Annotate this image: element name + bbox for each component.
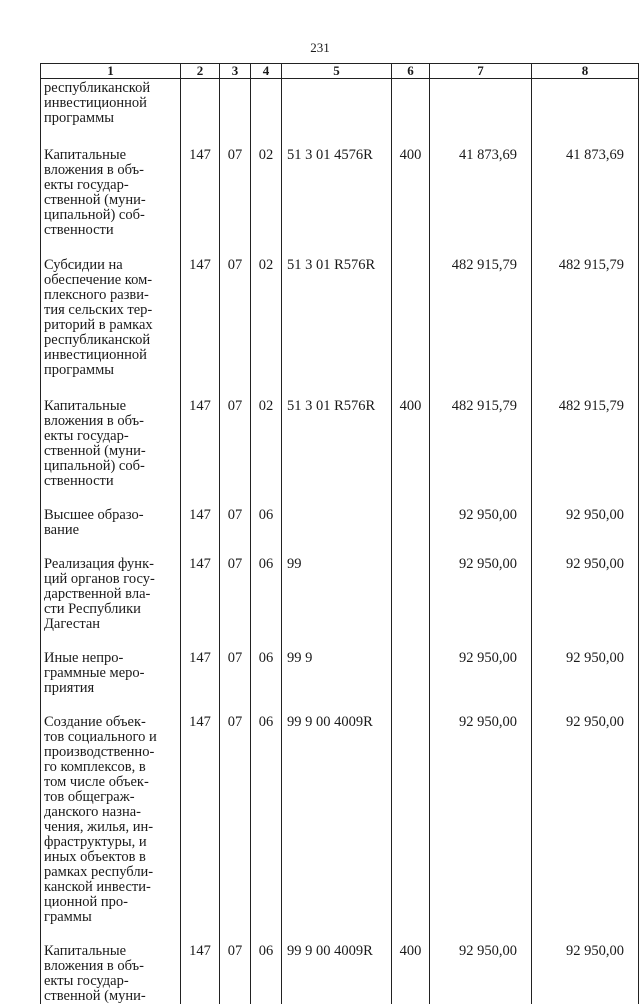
- table-row: [41, 399, 639, 508]
- row-name: [41, 148, 181, 258]
- section-code: 07: [220, 148, 251, 258]
- section-code: 07: [220, 557, 251, 651]
- target-article-code: 99 9: [282, 651, 392, 715]
- row-name-line: канской инвести-: [44, 880, 176, 895]
- row-name-line: го комплексов, в: [44, 760, 176, 775]
- amount-year-2: 92 950,00: [532, 557, 639, 651]
- row-name-line: производственно-: [44, 745, 176, 760]
- expense-type-code: [392, 258, 430, 399]
- ministry-code: 147: [181, 651, 220, 715]
- row-name-line: сти Республики: [44, 602, 176, 617]
- row-name-line: ципальной) соб-: [44, 208, 176, 223]
- row-name-line: программы: [44, 363, 176, 378]
- ministry-code: 147: [181, 508, 220, 557]
- header-cell: 2: [181, 64, 220, 79]
- amount-year-1: 92 950,00: [430, 557, 532, 651]
- amount-year-2: 92 950,00: [532, 715, 639, 944]
- header-cell: 7: [430, 64, 532, 79]
- ministry-code: [181, 79, 220, 149]
- section-code: [220, 79, 251, 149]
- row-name-line: Иные непро-: [44, 651, 176, 666]
- row-name: [41, 651, 181, 715]
- subsection-code: 06: [251, 557, 282, 651]
- table-row: [41, 557, 639, 651]
- table-row: [41, 148, 639, 258]
- expense-type-code: [392, 651, 430, 715]
- amount-year-2: 92 950,00: [532, 651, 639, 715]
- target-article-code: 51 3 01 R576R: [282, 399, 392, 508]
- row-name-line: Капитальные: [44, 944, 176, 959]
- target-article-code: [282, 79, 392, 149]
- section-code: 07: [220, 508, 251, 557]
- section-code: 07: [220, 944, 251, 1004]
- section-code: 07: [220, 399, 251, 508]
- row-name-line: фраструктуры, и: [44, 835, 176, 850]
- row-name-line: екты государ-: [44, 178, 176, 193]
- header-cell: 4: [251, 64, 282, 79]
- ministry-code: 147: [181, 399, 220, 508]
- row-name-line: республиканской: [44, 81, 176, 96]
- row-name-line: Субсидии на: [44, 258, 176, 273]
- subsection-code: [251, 79, 282, 149]
- table-row: [41, 715, 639, 944]
- row-name-line: граммы: [44, 910, 176, 925]
- target-article-code: 99 9 00 4009R: [282, 715, 392, 944]
- amount-year-1: 92 950,00: [430, 651, 532, 715]
- amount-year-2: 482 915,79: [532, 258, 639, 399]
- amount-year-1: 482 915,79: [430, 258, 532, 399]
- page-number: 231: [0, 40, 640, 56]
- section-code: 07: [220, 258, 251, 399]
- budget-table: [40, 63, 639, 1004]
- row-name-line: вложения в объ-: [44, 959, 176, 974]
- row-name-line: том числе объек-: [44, 775, 176, 790]
- row-name: [41, 557, 181, 651]
- expense-type-code: 400: [392, 148, 430, 258]
- row-name-line: Высшее образо-: [44, 508, 176, 523]
- row-name-line: екты государ-: [44, 974, 176, 989]
- row-name-line: инвестиционной: [44, 96, 176, 111]
- row-name-line: иных объектов в: [44, 850, 176, 865]
- ministry-code: 147: [181, 557, 220, 651]
- subsection-code: 02: [251, 258, 282, 399]
- row-name-line: граммные меро-: [44, 666, 176, 681]
- row-name-line: рамках республи-: [44, 865, 176, 880]
- expense-type-code: 400: [392, 944, 430, 1004]
- row-name-line: Дагестан: [44, 617, 176, 632]
- row-name-line: обеспечение ком-: [44, 273, 176, 288]
- row-name: [41, 399, 181, 508]
- amount-year-2: 482 915,79: [532, 399, 639, 508]
- row-name-line: данского назна-: [44, 805, 176, 820]
- row-name-line: приятия: [44, 681, 176, 696]
- subsection-code: 06: [251, 944, 282, 1004]
- row-name-line: Реализация функ-: [44, 557, 176, 572]
- amount-year-1: 92 950,00: [430, 944, 532, 1004]
- row-name-line: инвестиционной: [44, 348, 176, 363]
- table-row: [41, 258, 639, 399]
- subsection-code: 06: [251, 508, 282, 557]
- table-row: [41, 651, 639, 715]
- row-name-line: программы: [44, 111, 176, 126]
- table-row: [41, 508, 639, 557]
- expense-type-code: [392, 508, 430, 557]
- row-name-line: Капитальные: [44, 399, 176, 414]
- header-cell: 5: [282, 64, 392, 79]
- row-name-line: ственной (муни-: [44, 193, 176, 208]
- table-row: [41, 79, 639, 149]
- row-name-line: ственности: [44, 223, 176, 238]
- row-name-line: ственности: [44, 474, 176, 489]
- section-code: 07: [220, 651, 251, 715]
- expense-type-code: [392, 79, 430, 149]
- amount-year-2: 41 873,69: [532, 148, 639, 258]
- row-name-line: ственной (муни-: [44, 989, 176, 1004]
- header-cell: 8: [532, 64, 639, 79]
- target-article-code: 51 3 01 R576R: [282, 258, 392, 399]
- amount-year-2: 92 950,00: [532, 508, 639, 557]
- subsection-code: 06: [251, 715, 282, 944]
- header-cell: 3: [220, 64, 251, 79]
- amount-year-1: 482 915,79: [430, 399, 532, 508]
- target-article-code: 51 3 01 4576R: [282, 148, 392, 258]
- subsection-code: 02: [251, 399, 282, 508]
- row-name: [41, 508, 181, 557]
- row-name-line: дарственной вла-: [44, 587, 176, 602]
- row-name-line: ционной про-: [44, 895, 176, 910]
- row-name-line: ципальной) соб-: [44, 459, 176, 474]
- row-name-line: плексного разви-: [44, 288, 176, 303]
- amount-year-2: [532, 79, 639, 149]
- row-name-line: тов общеграж-: [44, 790, 176, 805]
- target-article-code: 99 9 00 4009R: [282, 944, 392, 1004]
- amount-year-1: 92 950,00: [430, 715, 532, 944]
- target-article-code: 99: [282, 557, 392, 651]
- expense-type-code: [392, 715, 430, 944]
- header-row: [41, 64, 639, 79]
- row-name-line: тов социального и: [44, 730, 176, 745]
- row-name-line: вложения в объ-: [44, 414, 176, 429]
- row-name: [41, 258, 181, 399]
- ministry-code: 147: [181, 258, 220, 399]
- row-name-line: риторий в рамках: [44, 318, 176, 333]
- row-name-line: ственной (муни-: [44, 444, 176, 459]
- table-body: [41, 79, 639, 1004]
- row-name: [41, 79, 181, 149]
- row-name-line: республиканской: [44, 333, 176, 348]
- subsection-code: 06: [251, 651, 282, 715]
- amount-year-2: 92 950,00: [532, 944, 639, 1004]
- ministry-code: 147: [181, 148, 220, 258]
- row-name-line: вание: [44, 523, 176, 538]
- amount-year-1: [430, 79, 532, 149]
- subsection-code: 02: [251, 148, 282, 258]
- row-name: [41, 715, 181, 944]
- ministry-code: 147: [181, 944, 220, 1004]
- row-name-line: вложения в объ-: [44, 163, 176, 178]
- ministry-code: 147: [181, 715, 220, 944]
- row-name: [41, 944, 181, 1004]
- expense-type-code: [392, 557, 430, 651]
- row-name-line: чения, жилья, ин-: [44, 820, 176, 835]
- row-name-line: екты государ-: [44, 429, 176, 444]
- row-name-line: Капитальные: [44, 148, 176, 163]
- header-cell: 6: [392, 64, 430, 79]
- header-cell: 1: [41, 64, 181, 79]
- table-row: [41, 944, 639, 1004]
- expense-type-code: 400: [392, 399, 430, 508]
- row-name-line: тия сельских тер-: [44, 303, 176, 318]
- target-article-code: [282, 508, 392, 557]
- row-name-line: Создание объек-: [44, 715, 176, 730]
- section-code: 07: [220, 715, 251, 944]
- amount-year-1: 41 873,69: [430, 148, 532, 258]
- amount-year-1: 92 950,00: [430, 508, 532, 557]
- row-name-line: ций органов госу-: [44, 572, 176, 587]
